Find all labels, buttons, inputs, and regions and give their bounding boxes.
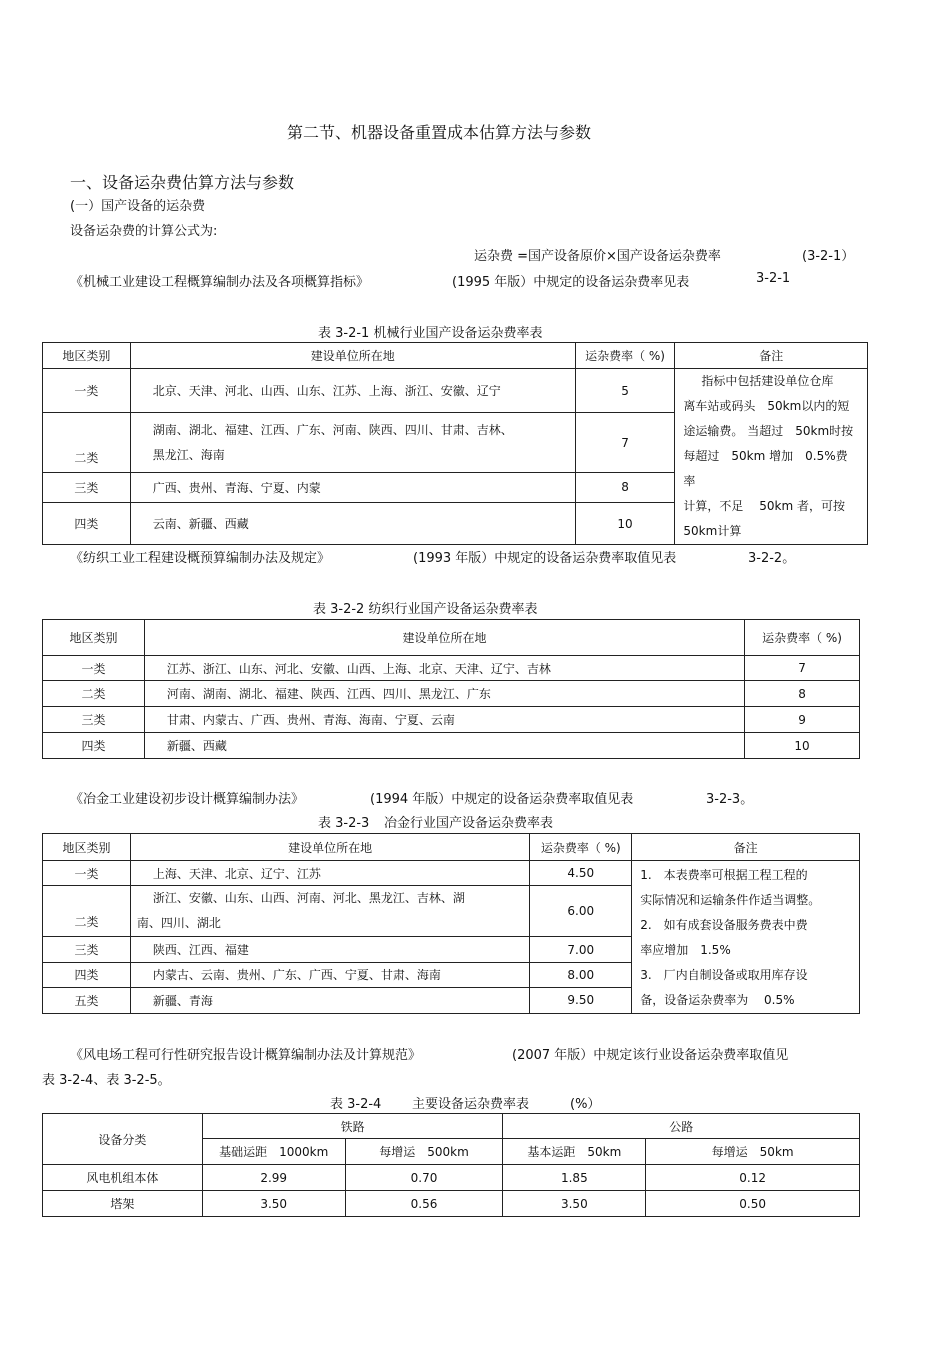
- place-cell: 上海、天津、北京、辽宁、江苏: [130, 861, 529, 886]
- table1-header-place: 建设单位所在地: [130, 343, 575, 369]
- region-cell: 四类: [43, 503, 131, 545]
- place-line: 浙江、安徽、山东、山西、河南、河北、黑龙江、吉林、湖: [152, 891, 465, 906]
- region-cell: 三类: [43, 707, 145, 733]
- note-line: 2. 如有成套设备服务费表中费: [640, 918, 808, 932]
- table1-header-region: 地区类别: [43, 343, 131, 369]
- note-line: 离车站或码头 50km以内的短: [683, 399, 850, 413]
- rate-cell: 9.50: [530, 987, 632, 1013]
- reference-1-year: (1995 年版）中规定的设备运杂费率见表: [452, 275, 690, 290]
- table4-subheader: 每增运 500km: [345, 1139, 503, 1165]
- region-cell: 四类: [43, 733, 145, 759]
- table2: [42, 619, 860, 759]
- reference-3-year: (1994 年版）中规定的设备运杂费率取值见表: [370, 792, 634, 807]
- table1-note: [675, 369, 868, 545]
- table-row: [43, 656, 860, 681]
- table2-header-place: 建设单位所在地: [144, 620, 744, 656]
- table4-header-road: 公路: [503, 1114, 860, 1139]
- table-row: [43, 861, 860, 886]
- table4-subheader: 每增运 50km: [646, 1139, 860, 1165]
- note-line: 50km计算: [683, 524, 742, 538]
- place-cell: [130, 886, 529, 937]
- place-cell: 广西、贵州、青海、宁夏、内蒙: [130, 472, 575, 502]
- reference-4-year: (2007 年版）中规定该行业设备运杂费率取值见: [512, 1048, 789, 1063]
- table3: [42, 833, 860, 1014]
- place-cell: 江苏、浙江、山东、河北、安徽、山西、上海、北京、天津、辽宁、吉林: [144, 656, 744, 681]
- rate-cell: 9: [745, 707, 860, 733]
- equipment-cell: 塔架: [43, 1191, 203, 1217]
- region-cell: 一类: [43, 656, 145, 681]
- table3-caption-number: 表 3-2-3: [318, 816, 370, 831]
- note-line: 指标中包括建设单位仓库: [701, 374, 834, 388]
- value-cell: 0.50: [646, 1191, 860, 1217]
- region-cell: 四类: [43, 962, 131, 987]
- place-cell: 甘肃、内蒙古、广西、贵州、青海、海南、宁夏、云南: [144, 707, 744, 733]
- region-cell: 二类: [43, 886, 131, 937]
- note-line: 3. 厂内自制设备或取用库存设: [640, 968, 808, 982]
- table3-header-note: 备注: [632, 834, 860, 861]
- place-cell: [130, 413, 575, 472]
- reference-1-table: 3-2-1: [756, 271, 791, 286]
- reference-4-tables: 表 3-2-4、表 3-2-5。: [42, 1073, 171, 1088]
- table4-header-rail: 铁路: [202, 1114, 503, 1139]
- rate-cell: 4.50: [530, 861, 632, 886]
- table1: [42, 342, 868, 545]
- reference-3-table: 3-2-3。: [706, 792, 754, 807]
- value-cell: 3.50: [202, 1191, 345, 1217]
- table4-caption-title: 主要设备运杂费率表: [412, 1097, 530, 1112]
- table3-header-rate: 运杂费率（ %): [530, 834, 632, 861]
- table-row: [43, 1165, 860, 1191]
- note-line: 途运输费。 当超过 50km时按: [683, 424, 854, 438]
- place-text: 湖南、湖北、福建、江西、广东、河南、陕西、四川、甘肃、吉林、黑龙江、海南: [152, 422, 513, 462]
- table2-header-region: 地区类别: [43, 620, 145, 656]
- region-cell: 一类: [43, 861, 131, 886]
- formula: 运杂费 =国产设备原价×国产设备运杂费率: [474, 249, 721, 264]
- reference-2-table: 3-2-2。: [748, 551, 796, 566]
- table-row: [43, 707, 860, 733]
- region-cell: 三类: [43, 472, 131, 502]
- table1-header-rate: 运杂费率（ %): [575, 343, 675, 369]
- rate-cell: 10: [575, 503, 675, 545]
- value-cell: 0.70: [345, 1165, 503, 1191]
- equipment-cell: 风电机组本体: [43, 1165, 203, 1191]
- table2-caption: 表 3-2-2 纺织行业国产设备运杂费率表: [313, 602, 538, 617]
- rate-cell: 8.00: [530, 962, 632, 987]
- table-row: [43, 733, 860, 759]
- place-cell: 新疆、青海: [130, 987, 529, 1013]
- table4-subheader: 基本运距 50km: [503, 1139, 646, 1165]
- subsection-heading: (一）国产设备的运杂费: [70, 199, 206, 214]
- reference-4-doc: 《风电场工程可行性研究报告设计概算编制办法及计算规范》: [70, 1048, 422, 1063]
- place-line: 南、四川、湖北: [136, 916, 221, 931]
- table-row: [43, 1191, 860, 1217]
- rate-cell: 7: [575, 413, 675, 472]
- rate-cell: 10: [745, 733, 860, 759]
- value-cell: 3.50: [503, 1191, 646, 1217]
- place-cell: 云南、新疆、西藏: [130, 503, 575, 545]
- value-cell: 2.99: [202, 1165, 345, 1191]
- note-line: 计算，不足 50km 者，可按: [683, 499, 845, 513]
- rate-cell: 6.00: [530, 886, 632, 937]
- rate-cell: 8: [745, 681, 860, 707]
- region-cell: 三类: [43, 937, 131, 962]
- note-line: 1. 本表费率可根据工程工程的: [640, 868, 808, 882]
- note-line: 率应增加 1.5%: [640, 943, 731, 957]
- table1-header-note: 备注: [675, 343, 868, 369]
- place-cell: 陕西、江西、福建: [130, 937, 529, 962]
- reference-2-doc: 《纺织工业工程建设概预算编制办法及规定》: [70, 551, 331, 566]
- rate-cell: 7: [745, 656, 860, 681]
- note-line: 每超过 50km 增加 0.5%费率: [683, 449, 848, 488]
- table3-header-place: 建设单位所在地: [130, 834, 529, 861]
- table-row: [43, 681, 860, 707]
- table4-header-category: 设备分类: [43, 1114, 203, 1165]
- place-cell: 河南、湖南、湖北、福建、陕西、江西、四川、黑龙江、广东: [144, 681, 744, 707]
- table4-caption-number: 表 3-2-4: [330, 1097, 382, 1112]
- place-cell: 新疆、西藏: [144, 733, 744, 759]
- note-line: 备，设备运杂费率为 0.5%: [640, 993, 795, 1007]
- table-row: [43, 369, 868, 413]
- reference-3-doc: 《冶金工业建设初步设计概算编制办法》: [70, 792, 305, 807]
- rate-cell: 8: [575, 472, 675, 502]
- rate-cell: 5: [575, 369, 675, 413]
- section-heading: 一、设备运杂费估算方法与参数: [70, 173, 295, 192]
- place-cell: 北京、天津、河北、山西、山东、江苏、上海、浙江、安徽、辽宁: [130, 369, 575, 413]
- reference-1-doc: 《机械工业建设工程概算编制办法及各项概算指标》: [70, 275, 370, 290]
- value-cell: 0.12: [646, 1165, 860, 1191]
- formula-intro: 设备运杂费的计算公式为:: [70, 224, 218, 239]
- table4-caption-unit: (%）: [570, 1097, 601, 1112]
- page-title: 第二节、机器设备重置成本估算方法与参数: [287, 123, 592, 142]
- rate-cell: 7.00: [530, 937, 632, 962]
- value-cell: 1.85: [503, 1165, 646, 1191]
- table4: [42, 1113, 860, 1217]
- note-line: 实际情况和运输条件作适当调整。: [640, 893, 821, 907]
- table4-subheader: 基础运距 1000km: [202, 1139, 345, 1165]
- table2-header-rate: 运杂费率（ %): [745, 620, 860, 656]
- region-cell: 二类: [43, 413, 131, 472]
- table3-header-region: 地区类别: [43, 834, 131, 861]
- table3-caption-title: 冶金行业国产设备运杂费率表: [384, 816, 554, 831]
- region-cell: 五类: [43, 987, 131, 1013]
- place-cell: 内蒙古、云南、贵州、广东、广西、宁夏、甘肃、海南: [130, 962, 529, 987]
- region-cell: 一类: [43, 369, 131, 413]
- table3-note: [632, 861, 860, 1014]
- region-cell: 二类: [43, 681, 145, 707]
- value-cell: 0.56: [345, 1191, 503, 1217]
- table1-caption: 表 3-2-1 机械行业国产设备运杂费率表: [318, 326, 543, 341]
- formula-number: (3-2-1）: [802, 249, 855, 264]
- reference-2-year: (1993 年版）中规定的设备运杂费率取值见表: [413, 551, 677, 566]
